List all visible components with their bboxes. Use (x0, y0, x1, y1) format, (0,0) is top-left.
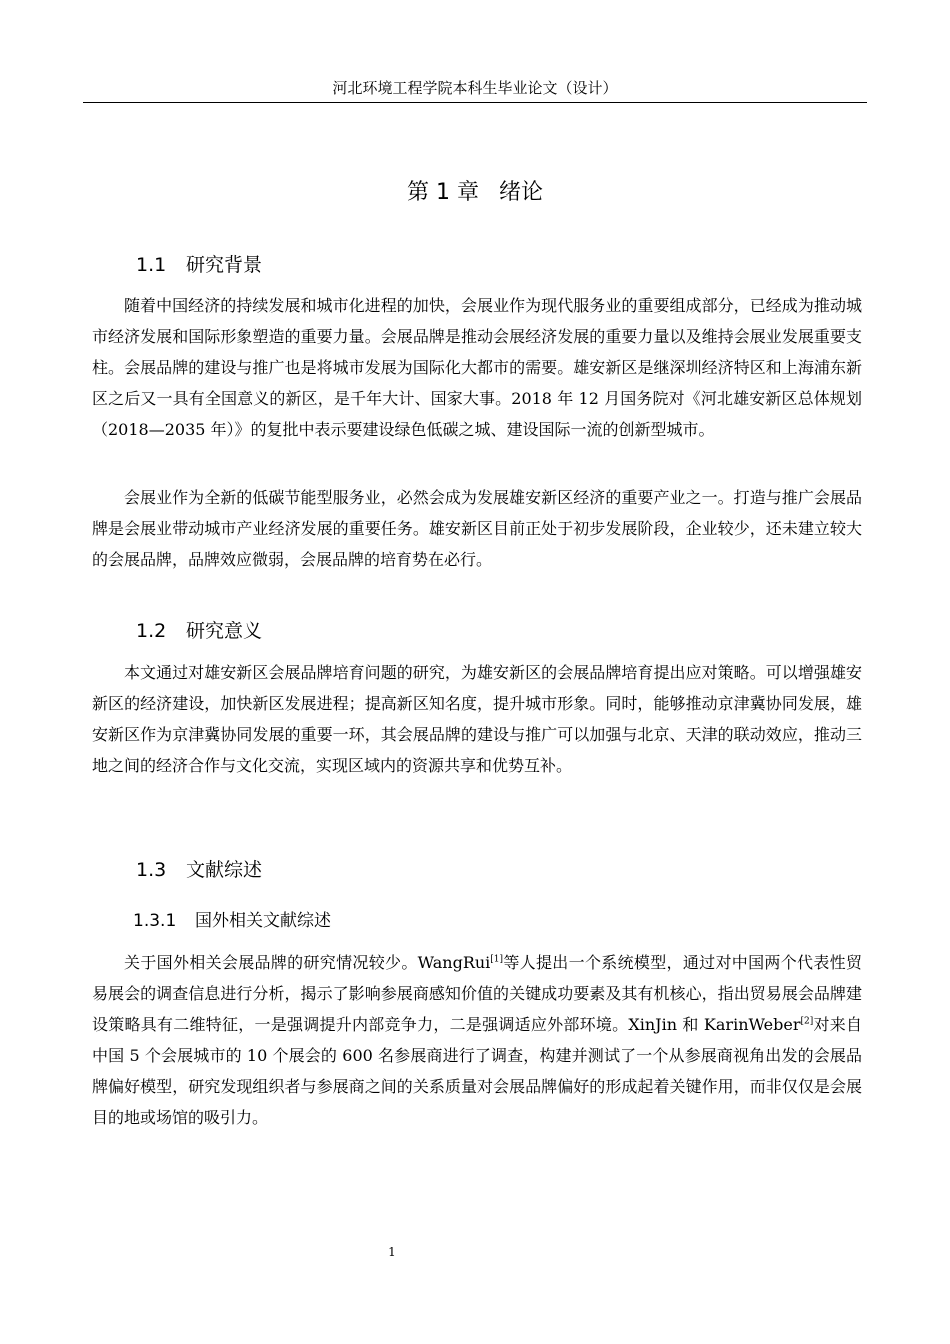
header-rule (83, 102, 867, 103)
section-title: 研究意义 (186, 620, 263, 642)
section-heading-1-1 (136, 252, 262, 278)
section-title: 研究背景 (186, 254, 263, 276)
paragraph-text: 等人提出一个系统模型，通过对中国两个代表性贸易展会的调查信息进行分析，揭示了影响参展商感知价值的关键成功要素及其有机核心，指出贸易展会品牌建设策略具有二维特征，一是强调提升内部竞争力，二是强调适应外部环境。XinJin 和 KarinWeber (92, 953, 862, 1034)
citation-ref-1: [1] (490, 954, 504, 965)
subsection-title: 国外相关文献综述 (195, 911, 331, 931)
paragraph-significance: 本文通过对雄安新区会展品牌培育问题的研究，为雄安新区的会展品牌培育提出应对策略。可以增强雄安新区的经济建设，加快新区发展进程；提高新区知名度，提升城市形象。同时，能够推动京津冀协同发展，雄安新区作为京津冀协同发展的重要一环，其会展品牌的建设与推广可以加强与北京、天津的联动效应，推动三地之间的经济合作与文化交流，实现区域内的资源共享和优势互补。 (92, 663, 862, 775)
section-heading-1-2 (136, 618, 262, 644)
page-number: 1 (388, 1245, 396, 1259)
running-header: 河北环境工程学院本科生毕业论文（设计） (332, 79, 618, 97)
chapter-number: 第 1 章 (407, 180, 479, 205)
paragraph-text: 关于国外相关会展品牌的研究情况较少。WangRui (124, 953, 491, 972)
chapter-title (83, 178, 867, 208)
paragraph-foreign-review (92, 947, 862, 1133)
paragraph-background-2: 会展业作为全新的低碳节能型服务业，必然会成为发展雄安新区经济的重要产业之一。打造与推广会展品牌是会展业带动城市产业经济发展的重要任务。雄安新区目前正处于初步发展阶段，企业较少，还未建立较大的会展品牌，品牌效应微弱，会展品牌的培育势在必行。 (92, 488, 862, 569)
subsection-number: 1.3.1 (133, 911, 177, 931)
paragraph-background-1: 随着中国经济的持续发展和城市化进程的加快，会展业作为现代服务业的重要组成部分，已经成为推动城市经济发展和国际形象塑造的重要力量。会展品牌是推动会展经济发展的重要力量以及维持会展业发展重要支柱。会展品牌的建设与推广也是将城市发展为国际化大都市的需要。雄安新区是继深圳经济特区和上海浦东新区之后又一具有全国意义的新区，是千年大计、国家大事。2018 年 12 月国务院对《河北雄安新区总体规划（2018—2035 年）》的复批中表示要建设绿色低碳之城、建设国际一流的创新型城市。 (92, 296, 862, 439)
paragraph-text: 对来自中国 5 个会展城市的 10 个展会的 600 名参展商进行了调查，构建并测试了一个从参展商视角出发的会展品牌偏好模型，研究发现组织者与参展商之间的关系质量对会展品牌偏好的形成起着关键作用，而非仅仅是会展目的地或场馆的吸引力。 (92, 1015, 862, 1127)
section-heading-1-3 (136, 857, 262, 883)
section-number: 1.3 (136, 859, 167, 881)
section-title: 文献综述 (186, 859, 263, 881)
citation-ref-2: [2] (800, 1016, 814, 1027)
section-number: 1.2 (136, 620, 167, 642)
chapter-name: 绪论 (498, 180, 543, 205)
subsection-heading-1-3-1 (133, 909, 331, 933)
section-number: 1.1 (136, 254, 167, 276)
